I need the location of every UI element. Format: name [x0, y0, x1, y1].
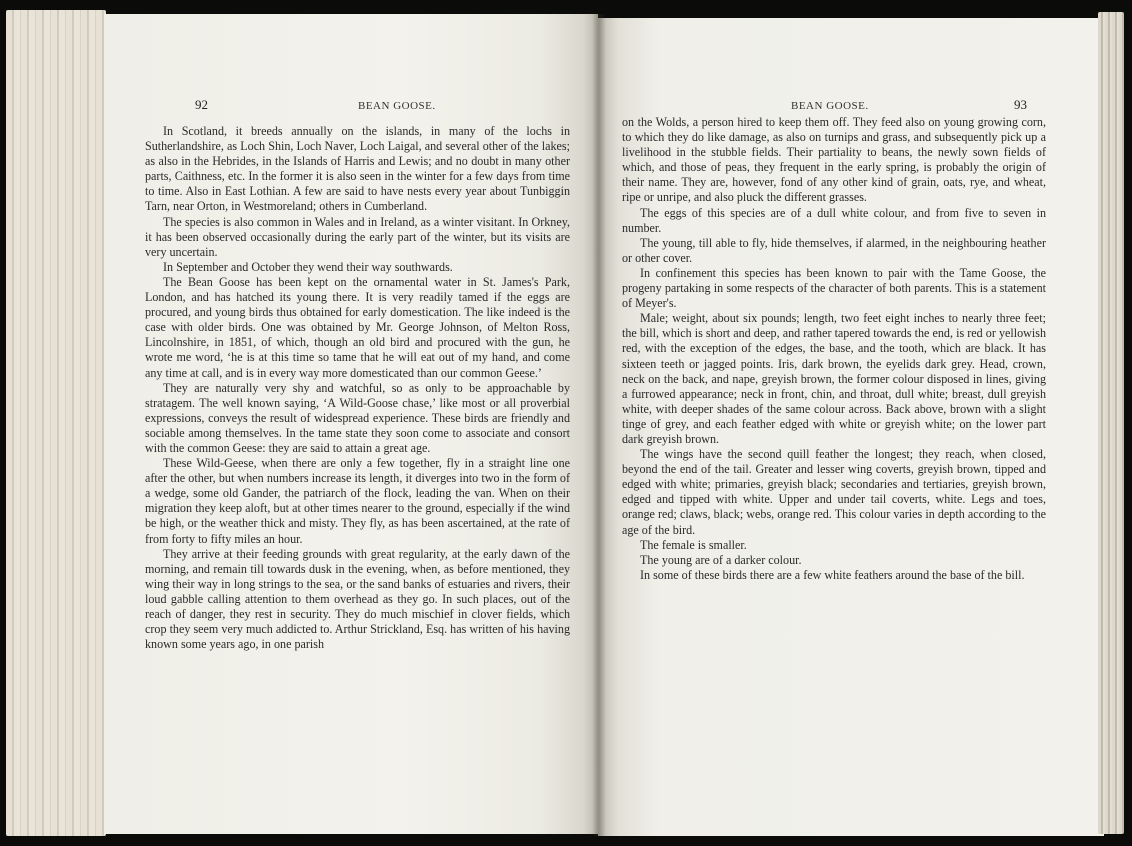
- paragraph: The female is smaller.: [640, 537, 747, 552]
- left-page-text: [145, 124, 570, 652]
- paragraph: on the Wolds, a person hired to keep them off. They feed also on young growing corn, to which they do like damage, as also on turnips and grass, and subsequently pick up a livelihood in the stubble fields. Their partiality to beans, the newly sown fields of which, and those of peas, they frequent in the early spring, is probably the origin of their name. They are, however, fond of any other kind of grain, oats, rye, and wheat, ripe or unripe, and also pluck the different grasses.: [622, 115, 1046, 205]
- paragraph: In Scotland, it breeds annually on the islands, in many of the lochs in Sutherlandshire, as Loch Shin, Loch Naver, Loch Laigal, and several other of the lakes; as also in the Hebrides, in the Islands of Harris and Lewis; and no doubt in many other parts, Caithness, etc. In the former it is also seen in the winter for a few days from time to time. Also in East Lothian. A few are said to have nests every year about Tunbiggin Tarn, near Orton, in Westmoreland; others in Cumberland.: [145, 124, 570, 214]
- left-running-head: BEAN GOOSE.: [358, 100, 436, 112]
- paragraph: The young are of a darker colour.: [640, 552, 802, 567]
- paragraph: In September and October they wend their way southwards.: [163, 259, 453, 274]
- left-page-edges: [6, 10, 106, 836]
- paragraph: They are naturally very shy and watchful, so as only to be approachable by stratagem. The well known saying, ‘A Wild-Goose chase,’ like most or all proverbial expressions, conveys the result of widespread experience. These birds are friendly and sociable among themselves. In the tame state they soon come to associate and consort with the common Geese: they are said to attain a great age.: [145, 380, 570, 455]
- paragraph: In some of these birds there are a few white feathers around the base of the bill.: [640, 567, 1025, 582]
- paragraph: The species is also common in Wales and in Ireland, as a winter visitant. In Orkney, it has been observed occasionally during the early part of the winter, but its visits are very uncertain.: [145, 214, 570, 259]
- right-running-head: BEAN GOOSE.: [791, 100, 869, 112]
- paragraph: Male; weight, about six pounds; length, two feet eight inches to nearly three feet; the bill, which is short and deep, and rather tapered towards the end, is red or yellowish red, with the exception of the edges, the base, and the tooth, which are black. It has sixteen teeth or jagged points. Iris, dark brown, the eyelids dark grey. Head, crown, neck on the back, and nape, greyish brown, the former colour disposed in lines, giving a furrowed appearance; neck in front, chin, and throat, dull white; breast, dull greyish white, with deeper shades of the same colour across. Back above, brown with a slight tinge of grey, and each feather edged with white or greyish white; on the lower part dark greyish brown.: [622, 311, 1046, 446]
- paragraph: They arrive at their feeding grounds with great regularity, at the early dawn of the morning, and remain till towards dusk in the evening, when, as before mentioned, they wing their way in long strings to the sea, or the sand banks of estuaries and rivers, their loud gabble calling attention to them overhead as they go. In such places, out of the reach of danger, they rest in security. They do much mischief in clover fields, which crop they seem very much addicted to. Arthur Strickland, Esq. has written of his having known some years ago, in one parish: [145, 546, 570, 652]
- left-page-number: 92: [195, 97, 208, 112]
- paragraph: In confinement this species has been known to pair with the Tame Goose, the progeny partaking in some respects of the character of both parents. This is a statement of Meyer's.: [622, 265, 1046, 311]
- paragraph: The wings have the second quill feather the longest; they reach, when closed, beyond the end of the tail. Greater and lesser wing coverts, greyish brown, tipped and edged with white; primaries, greyish black; secondaries and tertiaries, greyish brown, edged and tipped with white. Upper and under tail coverts, white. Legs and toes, orange red; claws, black; webs, orange red. This colour varies in depth according to the age of the bird.: [622, 447, 1046, 537]
- paragraph: The young, till able to fly, hide themselves, if alarmed, in the neighbouring heather or other cover.: [622, 235, 1046, 265]
- right-page-text: [622, 115, 1046, 583]
- right-page-number: 93: [1014, 97, 1027, 112]
- paragraph: The eggs of this species are of a dull white colour, and from five to seven in number.: [622, 205, 1046, 235]
- paragraph: These Wild-Geese, when there are only a few together, fly in a straight line one after the other, but when numbers increase its length, it diverges into two in the form of a wedge, some old Gander, the patriarch of the flock, leading the van. When on their migration they keep aloft, but at other times nearer to the ground, especially if the wind be high, or the weather thick and misty. They fly, as has been ascertained, at the rate of from forty to fifty miles an hour.: [145, 456, 570, 546]
- paragraph: The Bean Goose has been kept on the ornamental water in St. James's Park, London, and has hatched its young there. It is very readily tamed if the eggs are procured, and young birds thus obtained for early domestication. The like indeed is the case with older birds. One was obtained by Mr. George Johnson, of Melton Ross, Lincolnshire, in 1851, of which, though an old bird and procured with the gun, he wrote me word, ‘he is at this time so tame that he will eat out of my hand, and come any time at call, and is in every way more domesticated than our common Geese.’: [145, 274, 570, 380]
- right-page-edges: [1098, 12, 1124, 834]
- book-gutter: [592, 14, 606, 836]
